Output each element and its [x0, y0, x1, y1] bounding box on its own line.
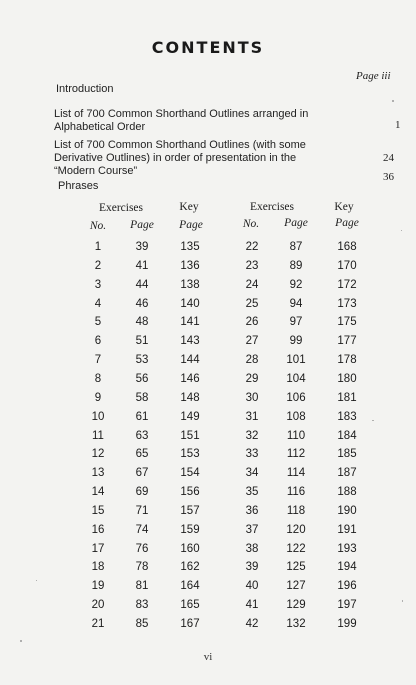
key-page-left: 146	[180, 373, 200, 385]
toc-list2-page: 24	[383, 152, 394, 164]
exercise-page-right: 106	[286, 392, 306, 404]
exercise-no-left: 4	[94, 298, 102, 310]
key-page-left: 148	[180, 392, 200, 404]
toc-phrases-page: 36	[383, 171, 394, 183]
exercise-no-right: 25	[245, 298, 259, 310]
exercise-no-left: 17	[91, 543, 105, 555]
key-page-right: 177	[337, 335, 357, 347]
exercise-page-right: 129	[286, 599, 306, 611]
exercise-no-left: 9	[94, 392, 102, 404]
key-page-right: 180	[337, 373, 357, 385]
exercise-no-right: 37	[245, 524, 259, 536]
key-page-left: 165	[180, 599, 200, 611]
exercise-no-left: 13	[91, 467, 105, 479]
exercise-page-left: 63	[135, 430, 149, 442]
exercise-no-left: 2	[94, 260, 102, 272]
exercise-page-left: 44	[135, 279, 149, 291]
exercise-no-right: 34	[245, 467, 259, 479]
toc-list1-line1: List of 700 Common Shorthand Outlines arranged in	[54, 108, 309, 120]
toc-list2-line3: “Modern Course”	[54, 165, 138, 177]
header-page-left: Page	[130, 219, 154, 231]
key-page-left: 138	[180, 279, 200, 291]
exercise-page-left: 39	[135, 241, 149, 253]
key-page-left: 135	[180, 241, 200, 253]
key-page-left: 136	[180, 260, 200, 272]
exercise-no-left: 1	[94, 241, 102, 253]
exercise-no-left: 7	[94, 354, 102, 366]
page-title: CONTENTS	[151, 38, 265, 57]
header-no-right: No.	[242, 218, 260, 230]
exercise-page-right: 112	[286, 448, 306, 460]
key-page-left: 167	[180, 618, 200, 630]
exercise-no-right: 29	[245, 373, 259, 385]
key-page-right: 199	[337, 618, 357, 630]
toc-introduction: Introduction	[56, 83, 114, 95]
table-of-contents	[0, 0, 416, 200]
exercise-page-right: 110	[286, 430, 306, 442]
key-page-right: 178	[337, 354, 357, 366]
key-page-left: 156	[180, 486, 200, 498]
exercise-page-left: 46	[135, 298, 149, 310]
scan-speck	[372, 420, 374, 421]
key-page-right: 173	[337, 298, 357, 310]
header-key-right: Key	[334, 201, 354, 213]
exercise-page-left: 65	[135, 448, 149, 460]
exercise-no-right: 39	[245, 561, 259, 573]
exercise-no-right: 22	[245, 241, 259, 253]
key-page-right: 191	[337, 524, 357, 536]
exercise-no-left: 16	[91, 524, 105, 536]
exercise-page-right: 87	[289, 241, 303, 253]
scan-speck	[401, 230, 402, 231]
key-page-left: 157	[180, 505, 200, 517]
exercise-page-right: 114	[286, 467, 306, 479]
exercise-page-right: 104	[286, 373, 306, 385]
exercise-no-right: 42	[245, 618, 259, 630]
exercise-page-left: 85	[135, 618, 149, 630]
key-page-right: 181	[337, 392, 357, 404]
key-page-left: 162	[180, 561, 200, 573]
exercise-page-left: 41	[135, 260, 149, 272]
exercise-page-left: 48	[135, 316, 149, 328]
exercise-page-left: 81	[135, 580, 149, 592]
header-exercises-right: Exercises	[249, 201, 295, 213]
exercise-no-right: 36	[245, 505, 259, 517]
exercise-no-left: 14	[91, 486, 105, 498]
toc-list1-page: 1	[395, 119, 401, 131]
exercise-no-left: 5	[94, 316, 102, 328]
key-page-left: 159	[180, 524, 200, 536]
header-no-left: No.	[89, 220, 107, 232]
key-page-left: 153	[180, 448, 200, 460]
key-page-right: 172	[337, 279, 357, 291]
key-page-left: 164	[180, 580, 200, 592]
exercise-page-right: 127	[286, 580, 306, 592]
exercise-no-left: 21	[91, 618, 105, 630]
header-key-left: Key	[179, 201, 199, 213]
exercise-page-left: 69	[135, 486, 149, 498]
key-page-right: 184	[337, 430, 357, 442]
key-page-left: 160	[180, 543, 200, 555]
page-number-footer: vi	[203, 651, 213, 663]
exercise-page-left: 76	[135, 543, 149, 555]
exercise-no-left: 12	[91, 448, 105, 460]
key-page-right: 190	[337, 505, 357, 517]
key-page-right: 188	[337, 486, 357, 498]
key-page-right: 193	[337, 543, 357, 555]
key-page-left: 143	[180, 335, 200, 347]
key-page-right: 196	[337, 580, 357, 592]
exercise-no-right: 40	[245, 580, 259, 592]
exercise-page-right: 132	[286, 618, 306, 630]
toc-phrases: Phrases	[58, 180, 99, 192]
key-page-right: 183	[337, 411, 357, 423]
exercise-no-right: 33	[245, 448, 259, 460]
exercise-no-left: 10	[91, 411, 105, 423]
exercise-no-right: 38	[245, 543, 259, 555]
key-page-left: 141	[180, 316, 200, 328]
key-page-right: 170	[337, 260, 357, 272]
exercise-page-right: 118	[286, 505, 306, 517]
header-key-page-right: Page	[335, 217, 359, 229]
toc-list2-line2: Derivative Outlines) in order of presentation in the	[54, 152, 297, 164]
exercise-no-left: 11	[92, 430, 104, 442]
exercise-no-right: 41	[245, 599, 259, 611]
exercise-no-right: 28	[245, 354, 259, 366]
toc-list1-line2: Alphabetical Order	[54, 121, 146, 133]
exercise-page-right: 108	[286, 411, 306, 423]
key-page-right: 168	[337, 241, 357, 253]
scan-speck	[20, 640, 22, 642]
exercise-page-left: 74	[135, 524, 149, 536]
exercise-no-left: 6	[94, 335, 102, 347]
exercise-page-right: 116	[286, 486, 306, 498]
exercise-page-left: 83	[135, 599, 149, 611]
exercise-page-left: 58	[135, 392, 149, 404]
key-page-left: 154	[180, 467, 200, 479]
exercise-page-left: 56	[135, 373, 149, 385]
exercise-no-right: 31	[245, 411, 259, 423]
header-page-right: Page	[284, 217, 308, 229]
key-page-left: 151	[180, 430, 200, 442]
exercise-no-left: 19	[91, 580, 105, 592]
toc-list2-line1: List of 700 Common Shorthand Outlines (with some	[54, 139, 306, 151]
scan-speck	[36, 580, 37, 581]
exercise-no-left: 18	[91, 561, 105, 573]
header-key-page-left: Page	[179, 219, 203, 231]
key-page-right: 194	[337, 561, 357, 573]
exercise-page-left: 71	[135, 505, 149, 517]
exercise-no-right: 27	[245, 335, 259, 347]
key-page-right: 197	[337, 599, 357, 611]
key-page-left: 149	[180, 411, 200, 423]
introduction-page-number: iii	[381, 70, 391, 82]
page-column-heading	[356, 70, 391, 82]
exercise-page-right: 97	[289, 316, 303, 328]
key-page-right: 175	[337, 316, 357, 328]
exercise-page-right: 94	[289, 298, 303, 310]
exercise-no-left: 3	[94, 279, 102, 291]
exercise-no-right: 32	[245, 430, 259, 442]
exercise-page-left: 67	[135, 467, 149, 479]
header-exercises-left: Exercises	[98, 202, 144, 214]
exercise-no-right: 35	[245, 486, 259, 498]
key-page-left: 144	[180, 354, 200, 366]
exercise-page-right: 99	[289, 335, 303, 347]
exercise-no-right: 23	[245, 260, 259, 272]
exercise-page-left: 61	[135, 411, 149, 423]
key-page-right: 185	[337, 448, 357, 460]
exercise-page-right: 92	[289, 279, 303, 291]
key-page-left: 140	[180, 298, 200, 310]
exercise-page-left: 51	[135, 335, 149, 347]
exercise-no-right: 24	[245, 279, 259, 291]
exercise-page-right: 125	[286, 561, 306, 573]
exercise-no-left: 20	[91, 599, 105, 611]
exercise-page-right: 120	[286, 524, 306, 536]
page-heading-word: Page	[356, 70, 379, 82]
exercise-page-right: 122	[286, 543, 306, 555]
exercise-no-right: 26	[245, 316, 259, 328]
exercise-no-left: 8	[94, 373, 102, 385]
exercise-page-left: 78	[135, 561, 149, 573]
exercise-page-left: 53	[135, 354, 149, 366]
exercise-no-right: 30	[245, 392, 259, 404]
key-page-right: 187	[337, 467, 357, 479]
scan-speck	[402, 600, 403, 602]
exercise-page-right: 101	[286, 354, 306, 366]
exercise-page-right: 89	[289, 260, 303, 272]
scan-speck	[392, 100, 394, 102]
exercise-no-left: 15	[91, 505, 105, 517]
